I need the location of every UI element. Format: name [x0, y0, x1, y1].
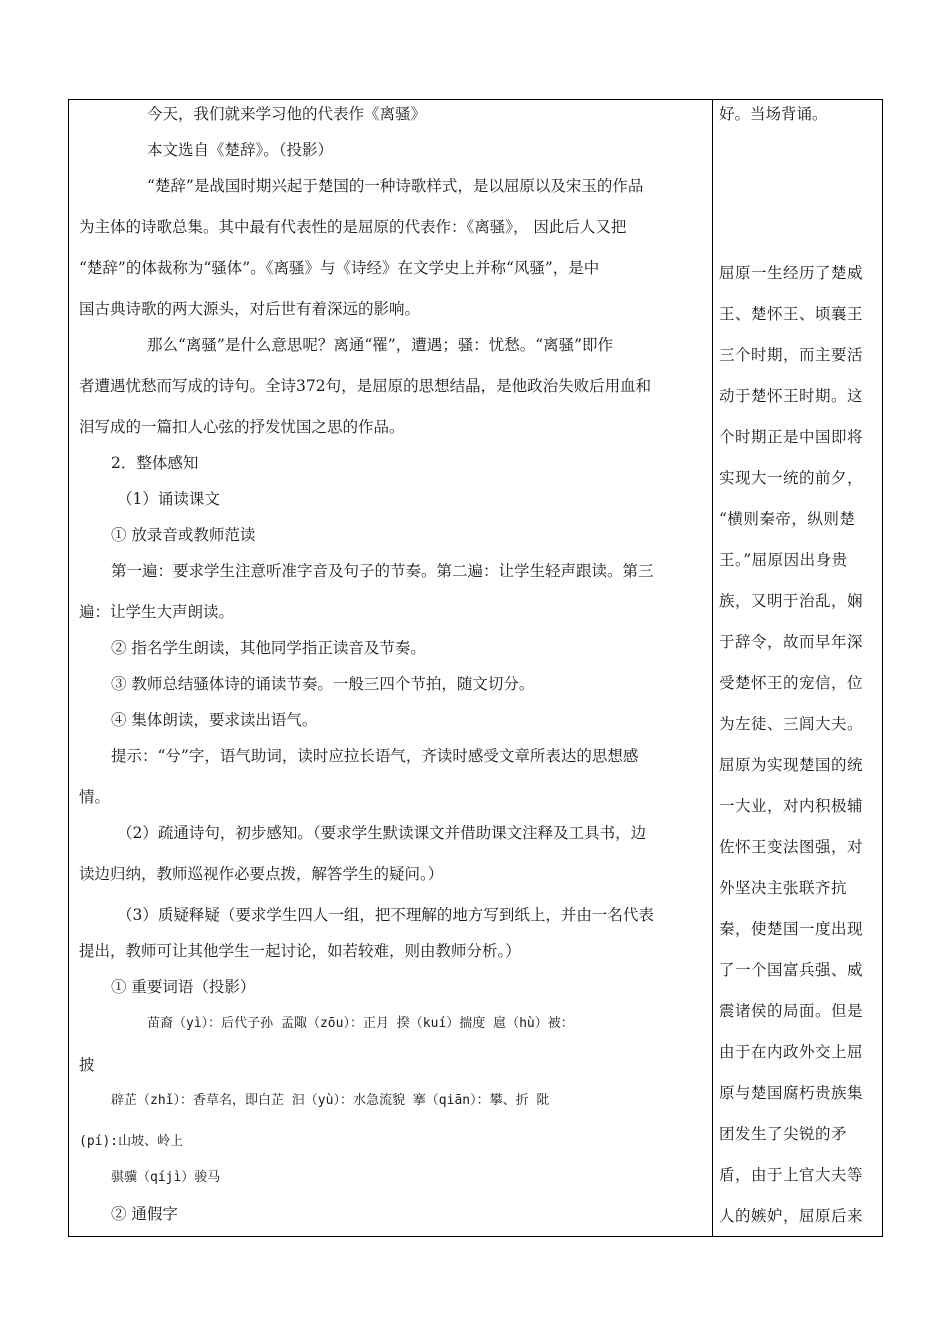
note-line: 于辞令，故而早年深	[719, 633, 864, 651]
text-line: ② 指名学生朗读，其他同学指正读音及节奏。	[111, 639, 426, 657]
text-line: ② 通假字	[111, 1205, 178, 1223]
vocab-line: 骐骥（qíjì）骏马	[111, 1170, 221, 1185]
text-line: “楚辞”的体裁称为“骚体”。《离骚》与《诗经》在文学史上并称“风骚”，是中	[79, 259, 600, 277]
lesson-plan-table	[68, 99, 883, 1237]
note-line: 实现大一统的前夕，	[719, 469, 864, 487]
text-line: ③ 教师总结骚体诗的诵读节奏。一般三四个节拍，随文切分。	[111, 675, 535, 693]
text-line: 国古典诗歌的两大源头，对后世有着深远的影响。	[79, 300, 421, 318]
note-line: 佐怀王变法图强，对	[719, 838, 864, 856]
note-line: 震诸侯的局面。但是	[719, 1002, 864, 1020]
text-line: 第一遍：要求学生注意听准字音及句子的节奏。第二遍：让学生轻声跟读。第三	[111, 562, 654, 580]
subsection-heading: （1）诵读课文	[117, 490, 220, 508]
note-line: 由于在内政外交上屈	[719, 1043, 864, 1061]
note-line: 人的嫉妒，屈原后来	[719, 1207, 864, 1225]
text-line: ① 重要词语（投影）	[111, 978, 256, 996]
note-line: 王。”屈原因出身贵	[719, 551, 848, 569]
note-line: 王、楚怀王、顷襄王	[719, 305, 864, 323]
text-line: 泪写成的一篇扣人心弦的抒发忧国之思的作品。	[79, 418, 405, 436]
text-line: 本文选自《楚辞》。（投影）	[147, 141, 334, 159]
note-line: 了一个国富兵强、威	[719, 961, 864, 979]
text-line: 为主体的诗歌总集。其中最有代表性的是屈原的代表作：《离骚》， 因此后人又把	[79, 218, 627, 236]
note-line: 屈原为实现楚国的统	[719, 756, 864, 774]
vocab-line: 辟芷（zhǐ）：香草名，即白芷 汩（yù）：水急流貌 搴（qiān）：攀、折 阰	[111, 1093, 550, 1108]
note-line: 动于楚怀王时期。这	[719, 387, 864, 405]
note-line: 族，又明于治乱，娴	[719, 592, 864, 610]
text-line: 今天，我们就来学习他的代表作《离骚》	[147, 105, 427, 123]
text-line: 提示：“兮”字，语气助词，读时应拉长语气，齐读时感受文章所表达的思想感	[111, 747, 639, 765]
note-line: 盾，由于上官大夫等	[719, 1166, 864, 1184]
note-line: 秦，使楚国一度出现	[719, 920, 864, 938]
note-line: 受楚怀王的宠信，位	[719, 674, 864, 692]
note-line: 三个时期，而主要活	[719, 346, 864, 364]
text-line: 那么“离骚”是什么意思呢？离通“罹”，遭遇；骚：忧愁。“离骚”即作	[147, 336, 614, 354]
text-line: 遍：让学生大声朗读。	[79, 603, 235, 621]
vocab-line: (pí):山坡、岭上	[79, 1134, 184, 1149]
text-line: 提出，教师可让其他学生一起讨论，如若较难，则由教师分析。）	[79, 942, 521, 960]
text-line: “楚辞”是战国时期兴起于楚国的一种诗歌样式，是以屈原以及宋玉的作品	[147, 177, 644, 195]
text-line: ① 放录音或教师范读	[111, 526, 256, 544]
note-line: “横则秦帝，纵则楚	[719, 510, 856, 528]
note-line: 为左徒、三闾大夫。	[719, 715, 864, 733]
note-line: 个时期正是中国即将	[719, 428, 864, 446]
section-heading: 2．整体感知	[111, 454, 199, 472]
vocab-line: 苗裔（yì）：后代子孙 孟陬（zōu）：正月 揆（kuí）揣度 扈（hù）被：	[147, 1016, 574, 1031]
note-line: 屈原一生经历了楚威	[719, 264, 864, 282]
text-line: 者遭遇忧愁而写成的诗句。全诗372句，是屈原的思想结晶，是他政治失败后用血和	[79, 377, 652, 395]
note-line: 团发生了尖锐的矛	[719, 1125, 848, 1143]
text-line: 读边归纳，教师巡视作必要点拨，解答学生的疑问。）	[79, 865, 444, 883]
note-line: 一大业，对内积极辅	[719, 797, 864, 815]
subsection-heading: （3）质疑释疑（要求学生四人一组，把不理解的地方写到纸上，并由一名代表	[117, 906, 654, 924]
subsection-heading: （2）疏通诗句，初步感知。（要求学生默读课文并借助课文注释及工具书，边	[117, 824, 647, 842]
note-line: 原与楚国腐朽贵族集	[719, 1084, 864, 1102]
text-line: ④ 集体朗读，要求读出语气。	[111, 711, 318, 729]
note-line: 好。当场背诵。	[719, 105, 828, 123]
text-line: 情。	[79, 788, 111, 806]
text-line: 披	[79, 1056, 95, 1074]
column-divider	[712, 100, 713, 1236]
note-line: 外坚决主张联齐抗	[719, 879, 848, 897]
